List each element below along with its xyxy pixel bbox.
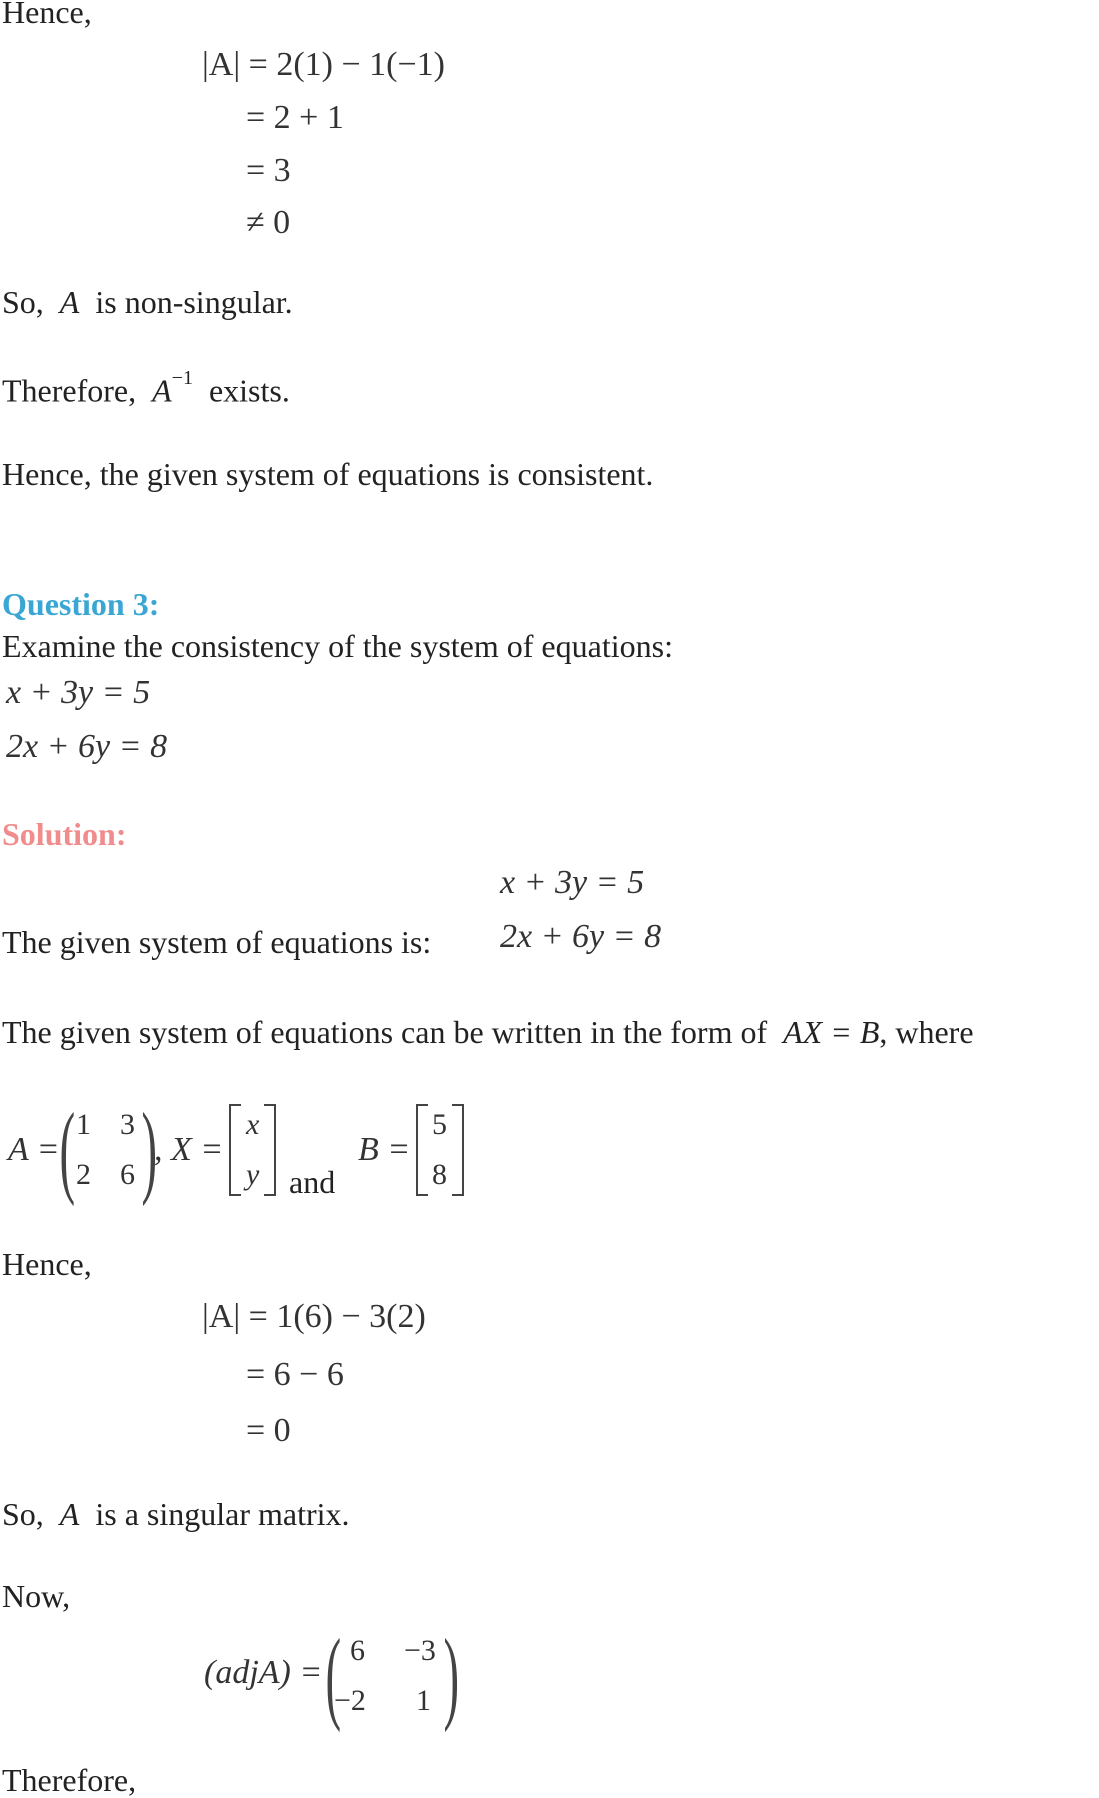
matrix-A-cell: 2 (76, 1158, 91, 1191)
matrix-A-right-paren: ) (141, 1092, 158, 1207)
matrix-X-cell: x (246, 1108, 260, 1141)
matrix-X-right-bracket (264, 1104, 276, 1196)
matrix-B-cell: 8 (432, 1158, 447, 1191)
adj-matrix-left-paren: ( (325, 1618, 342, 1733)
determinant-line-2: = 6 − 6 (246, 1356, 344, 1393)
question-heading: Question 3: (2, 586, 160, 622)
given-system-text: The given system of equations is: (2, 924, 432, 960)
determinant-line-1: |A| = 2(1) − 1(−1) (202, 46, 445, 83)
consistency-conclusion: Hence, the given system of equations is consistent. (2, 456, 654, 492)
matrix-B-label: B = (358, 1131, 411, 1168)
determinant-line-3: = 3 (246, 152, 291, 189)
matrix-X-cell: y (246, 1158, 260, 1191)
adj-matrix-cell: −3 (404, 1634, 436, 1667)
matrix-A-left-paren: ( (59, 1092, 76, 1207)
determinant-line-4: ≠ 0 (246, 204, 291, 241)
given-equation-1: x + 3y = 5 (500, 864, 645, 901)
therefore-label: Therefore, (2, 1762, 137, 1798)
determinant-line-2: = 2 + 1 (246, 99, 344, 136)
now-label: Now, (2, 1578, 71, 1614)
adj-matrix-cell: 1 (416, 1684, 431, 1717)
matrix-A-cell: 3 (120, 1108, 135, 1141)
matrix-B-left-bracket (416, 1104, 428, 1196)
question-equation-2: 2x + 6y = 8 (6, 728, 168, 765)
matrix-A-cell: 1 (76, 1108, 91, 1141)
matrix-A-label: A = (8, 1131, 60, 1168)
singular-statement: So, A is a singular matrix. (2, 1496, 350, 1532)
and-text: and (289, 1164, 336, 1200)
determinant-line-3: = 0 (246, 1412, 291, 1449)
hence-label-2: Hence, (2, 1246, 92, 1282)
matrix-form-statement: The given system of equations can be written in the form of AX = B, where (2, 1014, 974, 1050)
question-equation-1: x + 3y = 5 (6, 674, 151, 711)
inverse-exists-statement: Therefore, $A^{-1}$ exists. (2, 367, 290, 409)
adj-A-label: (adjA) = (204, 1654, 323, 1691)
matrix-X-label: , X = (154, 1131, 224, 1168)
adj-matrix-cell: −2 (334, 1684, 366, 1717)
matrix-A-cell: 6 (120, 1158, 135, 1191)
determinant-line-1: |A| = 1(6) − 3(2) (202, 1298, 426, 1335)
nonsingular-statement: So, A is non-singular. (2, 284, 293, 320)
matrix-B-cell: 5 (432, 1108, 447, 1141)
matrix-X-left-bracket (229, 1104, 241, 1196)
hence-label-1: Hence, (2, 0, 92, 30)
adj-matrix-cell: 6 (350, 1634, 365, 1667)
matrix-B-right-bracket (452, 1104, 464, 1196)
adj-matrix-right-paren: ) (443, 1618, 460, 1733)
solution-heading: Solution: (2, 816, 127, 852)
given-equation-2: 2x + 6y = 8 (500, 918, 662, 955)
question-prompt: Examine the consistency of the system of equations: (2, 628, 673, 664)
